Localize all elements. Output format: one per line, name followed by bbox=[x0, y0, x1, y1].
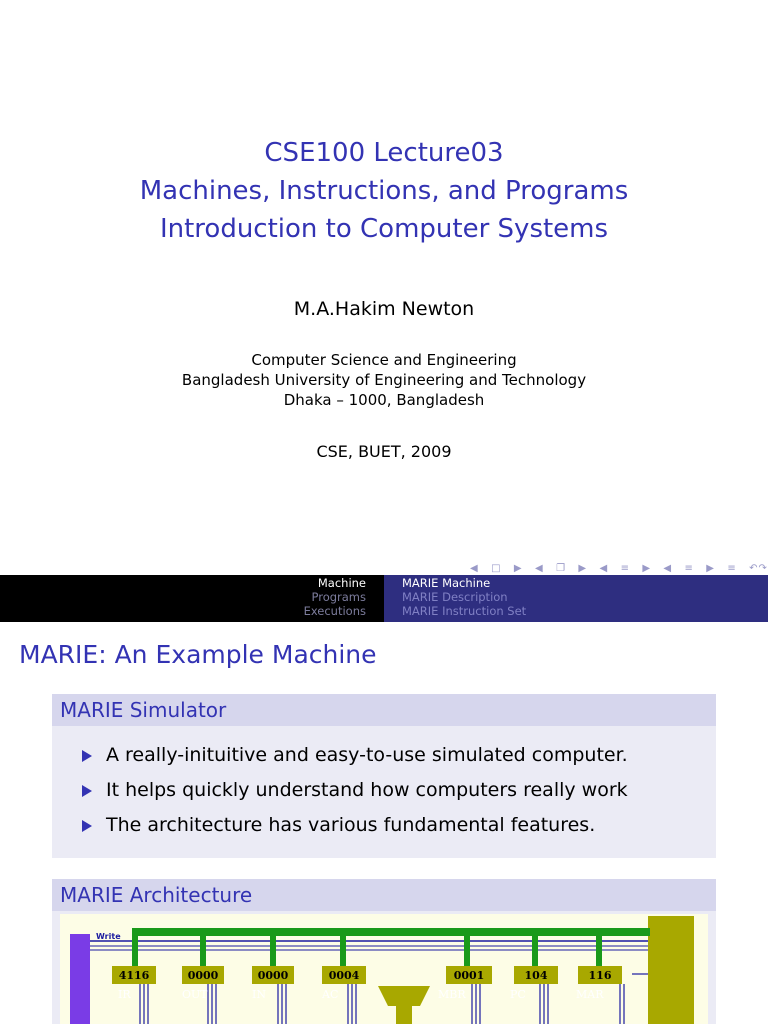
register-mbr bbox=[438, 966, 492, 1001]
register-label: IR bbox=[118, 988, 131, 1001]
nav-subsection-prev-icon[interactable]: ◀ bbox=[534, 562, 544, 574]
register-mar bbox=[576, 966, 622, 1001]
author-name: M.A.Hakim Newton bbox=[293, 298, 475, 320]
subsection-link-marie-instruction-set[interactable]: MARIE Instruction Set bbox=[402, 604, 527, 618]
bus-drop bbox=[596, 928, 602, 966]
block-title: MARIE Simulator bbox=[52, 694, 716, 726]
nav-section-next-icon[interactable]: ▶ bbox=[642, 562, 652, 574]
register-value: 0000 bbox=[187, 969, 219, 982]
list-item: The architecture has various fundamental features. bbox=[82, 808, 716, 843]
nav-frame-icon[interactable]: □ bbox=[491, 562, 502, 574]
bullet-triangle-icon bbox=[82, 820, 92, 832]
architecture-svg bbox=[60, 914, 708, 1024]
block-marie-architecture bbox=[52, 879, 716, 1024]
bus-drop bbox=[270, 928, 276, 966]
nav-subsection-next-icon[interactable]: ▶ bbox=[578, 562, 588, 574]
register-out bbox=[182, 966, 224, 1001]
title-line-1: CSE100 Lecture03 bbox=[264, 138, 504, 168]
write-label: Write bbox=[96, 932, 121, 941]
bus-drop bbox=[532, 928, 538, 966]
register-pc bbox=[510, 966, 558, 1001]
register-label: IN bbox=[252, 988, 266, 1001]
register-ac bbox=[321, 966, 366, 1001]
bullet-list bbox=[52, 726, 716, 843]
bullet-triangle-icon bbox=[82, 785, 92, 797]
section-link-programs[interactable]: Programs bbox=[311, 590, 366, 604]
bus-drop bbox=[200, 928, 206, 966]
lecture-title bbox=[0, 134, 768, 248]
subsection-nav bbox=[384, 575, 768, 622]
register-label: MBR bbox=[438, 988, 466, 1001]
register-value: 116 bbox=[588, 969, 612, 982]
memory-block bbox=[648, 916, 694, 1024]
title-line-2: Machines, Instructions, and Programs bbox=[139, 176, 629, 206]
register-value: 104 bbox=[524, 969, 548, 982]
register-label: PC bbox=[510, 988, 526, 1001]
alu-shape bbox=[378, 986, 430, 1006]
bus-drop bbox=[340, 928, 346, 966]
block-marie-simulator bbox=[52, 694, 716, 858]
register-label: AC bbox=[322, 988, 339, 1001]
register-in bbox=[252, 966, 294, 1001]
affiliation-line-3: Dhaka – 1000, Bangladesh bbox=[283, 391, 485, 409]
register-label: OUT bbox=[182, 988, 208, 1001]
register-value: 0000 bbox=[257, 969, 289, 982]
bullet-triangle-icon bbox=[82, 750, 92, 762]
io-device bbox=[70, 934, 90, 1024]
bus-drop bbox=[464, 928, 470, 966]
register-ir bbox=[112, 966, 156, 1001]
nav-doc-next-icon[interactable]: ▶ bbox=[706, 562, 715, 574]
header-navigation-bar bbox=[0, 575, 768, 622]
section-link-executions[interactable]: Executions bbox=[303, 604, 366, 618]
subsection-link-marie-machine[interactable]: MARIE Machine bbox=[402, 576, 491, 590]
register-value: 4116 bbox=[118, 969, 150, 982]
register-value: 0004 bbox=[328, 969, 360, 982]
bus-drop bbox=[132, 928, 138, 966]
architecture-diagram bbox=[60, 914, 708, 1024]
nav-section-prev-icon[interactable]: ◀ bbox=[599, 562, 609, 574]
date-line: CSE, BUET, 2009 bbox=[316, 442, 452, 461]
nav-doc-icon[interactable]: ≡ bbox=[684, 562, 694, 574]
list-item: It helps quickly understand how computers really work bbox=[82, 773, 716, 808]
alu-stem bbox=[396, 1006, 412, 1024]
affiliation-line-2: Bangladesh University of Engineering and Technology bbox=[181, 371, 587, 389]
affiliation bbox=[0, 350, 768, 410]
nav-search-icon[interactable]: ↶↷ bbox=[749, 562, 768, 574]
nav-frame-next-icon[interactable]: ▶ bbox=[513, 562, 523, 574]
beamer-navigation-symbols bbox=[470, 561, 768, 575]
register-value: 0001 bbox=[453, 969, 485, 982]
nav-section-icon[interactable]: ≡ bbox=[620, 562, 630, 574]
nav-appendix-icon[interactable]: ≡ bbox=[727, 562, 737, 574]
section-link-machine[interactable]: Machine bbox=[317, 576, 366, 590]
affiliation-line-1: Computer Science and Engineering bbox=[251, 351, 517, 369]
nav-subsection-icon[interactable]: ❐ bbox=[556, 562, 567, 574]
system-bus bbox=[134, 928, 650, 936]
register-label: MAR bbox=[576, 988, 604, 1001]
block-title: MARIE Architecture bbox=[52, 879, 716, 911]
title-line-3: Introduction to Computer Systems bbox=[159, 214, 609, 244]
nav-doc-prev-icon[interactable]: ◀ bbox=[663, 562, 673, 574]
subsection-link-marie-description[interactable]: MARIE Description bbox=[402, 590, 508, 604]
nav-frame-prev-icon[interactable]: ◀ bbox=[470, 562, 479, 574]
list-item: A really-inituitive and easy-to-use simulated computer. bbox=[82, 738, 716, 773]
section-nav bbox=[0, 575, 384, 622]
frame-title: MARIE: An Example Machine bbox=[19, 640, 377, 669]
